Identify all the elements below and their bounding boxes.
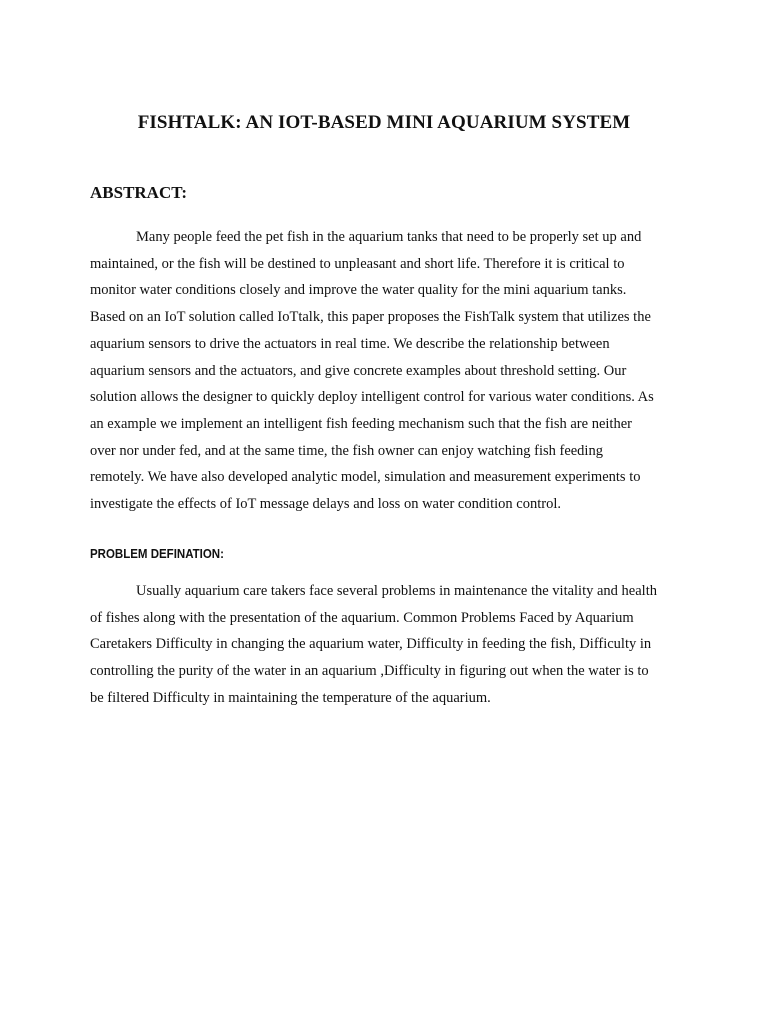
- problem-line: of fishes along with the presentation of the aquarium. Common Problems Faced by Aquarium: [90, 609, 634, 626]
- problem-line: Usually aquarium care takers face several problems in maintenance the vitality and health: [136, 583, 657, 599]
- abstract-line: solution allows the designer to quickly deploy intelligent control for various water conditions. As: [90, 389, 654, 406]
- abstract-line: Based on an IoT solution called IoTtalk, this paper proposes the FishTalk system that utilizes the: [90, 309, 651, 326]
- problem-definition-paragraph: [90, 578, 690, 712]
- abstract-line: remotely. We have also developed analytic model, simulation and measurement experiments to: [90, 469, 641, 486]
- abstract-line: monitor water conditions closely and improve the water quality for the mini aquarium tanks.: [90, 282, 627, 299]
- abstract-line: aquarium sensors to drive the actuators in real time. We describe the relationship between: [90, 335, 610, 352]
- problem-line: be filtered Difficulty in maintaining the temperature of the aquarium.: [90, 689, 491, 706]
- abstract-heading: ABSTRACT:: [90, 183, 187, 202]
- abstract-line: Many people feed the pet fish in the aquarium tanks that need to be properly set up and: [136, 229, 642, 245]
- abstract-line: an example we implement an intelligent fish feeding mechanism such that the fish are neither: [90, 415, 632, 432]
- abstract-line: over nor under fed, and at the same time, the fish owner can enjoy watching fish feeding: [90, 442, 603, 459]
- abstract-paragraph: [90, 224, 690, 518]
- problem-line: controlling the purity of the water in an aquarium ,Difficulty in figuring out when the water is to: [90, 663, 649, 680]
- abstract-line: maintained, or the fish will be destined to unpleasant and short life. Therefore it is critical to: [90, 255, 625, 272]
- problem-line: Caretakers Difficulty in changing the aquarium water, Difficulty in feeding the fish, Difficulty in: [90, 636, 652, 653]
- abstract-line: aquarium sensors and the actuators, and give concrete examples about threshold setting. Our: [90, 362, 627, 379]
- document-title: FISHTALK: AN IOT-BASED MINI AQUARIUM SYSTEM: [137, 112, 631, 133]
- problem-definition-heading: PROBLEM DEFINATION:: [90, 547, 224, 561]
- abstract-line: investigate the effects of IoT message delays and loss on water condition control.: [90, 496, 561, 513]
